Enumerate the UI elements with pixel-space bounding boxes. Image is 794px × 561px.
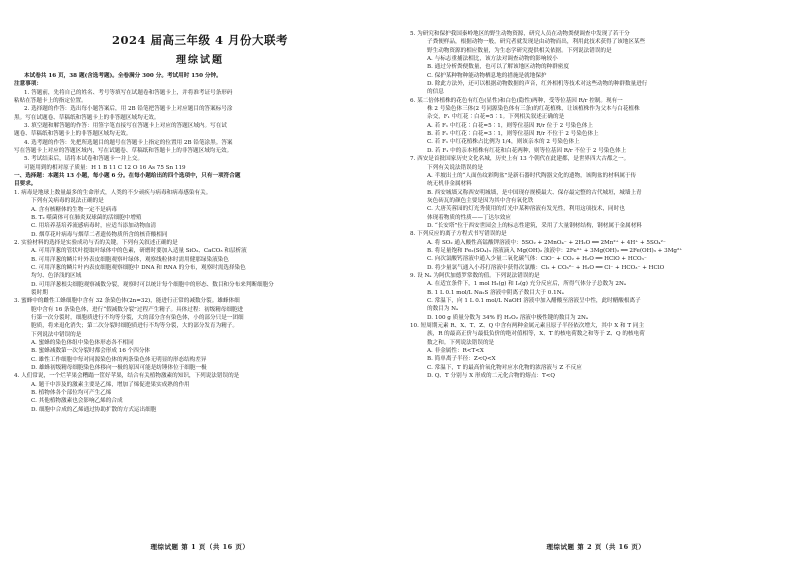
option-line: D. 若 F₁ 中的亲本植株有红花和白花两种，则等位基因 R/r 不位于 2 号染色体上	[427, 147, 627, 154]
page-footer-right: 理综试题 第 2 页（共 16 页）	[546, 543, 646, 551]
option-line: 灰色砖瓦的颜色主要是因为其中含有氧化铁	[427, 197, 534, 204]
option-line: D. 细胞中合成的乙烯通过协助扩散的方式运出细胞	[31, 406, 157, 413]
option-line: A. 可用洋葱的管状叶提取叶绿体中的色素，研磨时要加入适量 SiO₂、CaCO₃ 和层析液	[31, 248, 247, 255]
notice-line: 5. 考试结束后，请将本试卷和答题卡一并上交。	[24, 156, 143, 163]
option-line: C. 若 F₁ 中红花植株占比例为 1/4，则该亲本的 2 号染色体上	[427, 139, 580, 146]
question-stem: 7. 西安是首批国家历史文化名城，历史上有 13 个朝代在此建都，是世界四大古都之一。	[410, 156, 630, 163]
option-line: B. 简单离子半径：Z<Q<X	[427, 356, 496, 363]
option-line: 裂时期	[31, 289, 48, 296]
notice-line: 写在答题卡上对应的答题区域内，写在试题卷、草稿纸和答题卡上的非答题区域均无效。	[14, 148, 233, 155]
section-heading	[14, 172, 386, 189]
notice-line: 注意事项：	[14, 81, 42, 88]
option-line: D. 烟草花叶病毒与烟草二者遗传物质所含的核苷酸相同	[31, 231, 168, 238]
question-stem: 9. 设 Nₐ 为阿伏加德罗常数的值。下列说法错误的是	[410, 272, 540, 279]
option-line: 均匀、色泽浅的区域	[31, 273, 82, 280]
option-line: A. 在适宜条件下，1 mol H₂(g) 和 I₂(g) 充分反应后，所得气体分子总数为 2Nₐ	[427, 281, 627, 288]
option-line: D. 除此方法外，还可以根据动物数据的声音，红外相机等技术对这些动物的种群数量进行	[427, 81, 648, 88]
option-line: C. 其他植物激素也会影响乙烯的合成	[31, 398, 123, 405]
notice-line: 3. 填空题和解答题的作答：用签字笔直接写在答题卡上对应的答题区域内。写在试	[24, 123, 227, 130]
exam-header	[14, 32, 386, 66]
option-line: 体现着物质的性质——丁达尔效应	[427, 214, 511, 221]
question-line: 数之和。下列说法错误的是	[427, 339, 495, 346]
option-line: D. “长安塔”位于西安世园会上的标志性建筑，采用了大量钢材结构，钢材属于金属材料	[427, 222, 642, 229]
option-line: A. 半坡出土的“人面鱼纹彩陶盆”是新石器时代陶器文化的遗物，该陶盆的材料属于传	[427, 172, 637, 179]
page-footer-left: 理综试题 第 1 页（共 16 页）	[150, 543, 250, 551]
option-line: A. 将 SO₂ 通入酸性高锰酸钾溶液中：5SO₂ + 2MnO₄⁻ + 2H₂O ══ 2Mn²⁺ + 4H⁺ + 5SO₄²⁻	[427, 239, 666, 246]
option-line: D. 雄蜂初级精母细胞染色体移向一极的原因可能是纺锤体位于细胞一极	[31, 365, 207, 372]
option-line: C. 保护某种物种能动物栖息地的措施是就地保护	[427, 72, 547, 79]
question-line: 行第一次分裂时，细胞质进行不均等分裂，大的部分含有染色体，小的部分只是一团细	[31, 314, 244, 321]
option-line: C. 可用洋葱的鳞片叶内表皮细胞观察细胞中 DNA 和 RNA 的分布，观察时需选择染色	[31, 264, 246, 271]
option-line: D. 100 g 质量分数为 34% 的 H₂O₂ 溶液中极性键的数目为 2Nₐ	[427, 314, 589, 321]
exam-subject: 理综试题	[176, 55, 224, 66]
option-line: B. T₂ 噬菌体可在肺炎双球菌的活细胞中增殖	[31, 214, 142, 221]
left-questions	[14, 189, 386, 414]
notice-line: 1. 答题前，先将自己的姓名、考号等填写在试题卷和答题卡上，并将准考证号条形码	[24, 89, 233, 96]
option-line: 统无机非金属材料	[427, 181, 472, 188]
option-line: B. 蜜蜂减数第一次分裂时都会形成 16 个四分体	[31, 348, 151, 355]
question-line: 族，R 的最高正价与最低负价的绝对值相等，X、T 的核电荷数之和等于 Z、Q 的核电荷	[427, 331, 645, 338]
option-line: D. 将少量氯气通入小苏打溶液中获得次氯酸：Cl₂ + CO₃²⁻ + H₂O ══ Cl⁻ + HCO₃⁻ + HClO	[427, 264, 665, 271]
notice-line: 黑。写在试题卷、草稿纸和答题卡上的非答题区域均无效。	[14, 114, 160, 121]
question-line: 胞质，将来退化消失；第二次分裂时细胞质进行不均等分裂，大的部分发育为精子。	[31, 323, 238, 330]
question-line: 下列说法中错误的是	[31, 331, 82, 338]
option-line: B. 西安城墙又称西安明城墙，是中国现存规模最大、保存最完整的古代城垣，城墙上青	[427, 189, 642, 196]
right-questions	[410, 30, 782, 380]
question-stem: 8. 下列反应的离子方程式书写错误的是	[410, 231, 507, 238]
option-line: B. 可用洋葱的鳞片叶外表皮细胞观察叶绿体，观察线粒体时需用健那绿染液染色	[31, 256, 229, 263]
option-line: C. 用培养基培养流感病毒时，应适当添加动物血清	[31, 223, 157, 230]
question-stem: 6. 某二倍体植株的花色有红色(显性)和白色(隐性)两种，受等位基因 R/r 控制。现有一	[410, 97, 623, 104]
question-line: 下列有关病毒的说法正确的是	[31, 198, 104, 205]
notice-line: 粘贴在答题卡上的指定位置。	[14, 98, 87, 105]
notice-line: 可能用到的相对原子质量：H 1 B 11 C 12 O 16 As 75 Sn 119	[24, 164, 186, 171]
notice-line: 4. 选考题的作答：先把所选题目的题号在答题卡上指定的位置用 2B 铅笔涂黑。答案	[24, 139, 233, 146]
option-line: A. 题干中涉及的激素主要是乙烯，增加了烯促进果实成熟的作用	[31, 381, 190, 388]
section-line: 一、选择题：本题共 13 小题，每小题 6 分。在每小题给出的四个选项中，只有一项符合题	[14, 173, 241, 180]
section-line: 目要求。	[14, 181, 37, 188]
option-line: D. Q、T 分别与 X 形成的二元化合物的熔点：T<Q	[427, 373, 555, 380]
right-column	[410, 0, 782, 561]
option-line: B. 将足量饱和 Fe₂(SO₄)₃ 溶液滴入 Mg(OH)₂ 浊液中：2Fe³⁺ + 3Mg(OH)₂ ══ 2Fe(OH)₃ + 3Mg²⁺	[427, 247, 683, 254]
question-stem: 4. 人们常说，一个烂苹果会糟蹋一筐好苹果，结合有关植物激素的知识，下列说法错误的是	[14, 373, 240, 380]
exam-title: 2024 届高三年级 4 月份大联考	[111, 33, 289, 47]
question-stem: 2. 实验材料的选择是实验成功与否的关键。下列有关叙述正确的是	[14, 239, 178, 246]
question-line: 下列有关说法错误的是	[427, 164, 483, 171]
question-stem: 5. 为研究和保护我国秦岭地区的野生动物资源，研究人员在动物粪便调查中发现了若干分	[410, 31, 630, 37]
question-line: 杂交，F₁ 中红花∶白花=5∶1。下列相关叙述正确的是	[427, 114, 565, 121]
question-line: 子粪便样品，根据动物一般，研究者就发现是由动物而出，利用此技术获得了该地区某些	[427, 39, 646, 46]
question-line: 胞中含有 16 条染色体，进行“假减数分裂”过程产生精子。具体过程：初级精母细胞进	[31, 306, 244, 313]
option-line: B. 1 L 0.1 mol/L Na₂S 溶液中阴离子数目大于 0.1Nₐ	[427, 289, 564, 296]
question-stem: 1. 病毒是地球上数量最多的生命形式，人类的不少顽疾与病毒和病毒感染有关。	[14, 189, 212, 196]
question-stem: 10. 短周期元素 R、X、T、Z、Q 中含有两种金属元素且原子半径依次增大，其中 X 和 T 同主	[410, 323, 645, 330]
option-line: B. 植物体各个部位均可产生乙烯	[31, 390, 112, 397]
option-line: A. 非金属性：R<T<X	[427, 348, 484, 355]
option-line: A. 与标志重捕法相比，该方法对调查动物的影响较小	[427, 56, 558, 63]
option-line: D. 可用洋葱根尖细胞观察减数分裂，观察时可以统计每个细胞中的形态、数目和分布来判断细胞分	[31, 281, 274, 288]
option-line: A. 若 F₁ 中红花∶白花=5∶1，则等位基因 R/r 位于 2 号染色体上	[427, 122, 593, 129]
notice-block	[14, 72, 386, 172]
option-line: A. 蜜蜂的染色体组中染色体形态各不相同	[31, 340, 134, 346]
option-line: B. 通过分析粪便数量，也可以了解该地区动物的种群密度	[427, 64, 569, 71]
option-line: C. 常温下，向 1 L 0.1 mol/L NaOH 溶液中加入醋酸至溶液呈中性，此时醋酸根离子	[427, 298, 641, 304]
notice-line: 2. 选择题的作答：选出每小题答案后，用 2B 铅笔把答题卡上对应题目的答案标号涂	[24, 106, 233, 113]
left-column	[14, 0, 386, 561]
question-line: 野生动物资源的相应数量，为生态学研究提供相关依据。下列说法错误的是	[427, 47, 612, 54]
option-line: B. 若 F₁ 中红花∶白花=3∶1，则等位基因 R/r 不位于 2 号染色体上	[427, 131, 599, 138]
option-line: C. 常温下，T 的最高价氧化物对应水化物的浓溶液与 Z 不反应	[427, 364, 582, 371]
option-line: C. 向次氯酸钙溶液中通入少量二氧化碳气体：ClO⁻ + CO₂ + H₂O ══ HClO + HCO₃⁻	[427, 256, 647, 263]
question-line: 株 2 号染色体三体(2 号同源染色体有三条)的红花植株，让该植株作为父本与白花植株	[427, 106, 640, 113]
option-line: A. 含有核糖体的生物一定不是病毒	[31, 206, 117, 213]
question-stem: 3. 蜜蜂中的雌性工蜂细胞中含有 32 条染色体(2n=32)，能进行正常的减数分裂。雄蜂体细	[14, 298, 240, 305]
notice-line: 本试卷共 16 页，38 题(含选考题)。全卷满分 300 分。考试用时 150 分钟。	[24, 73, 222, 79]
option-line: 的信息	[427, 89, 444, 96]
option-line: C. 雄性工作细胞中每对同源染色体的两条染色体无明显的形态结构差异	[31, 356, 207, 363]
notice-line: 题卷、草稿纸和答题卡上的非答题区域均无效。	[14, 131, 132, 138]
option-line: C. 大唐芙蓉园的灯光秀使用的灯光中某种溶液有发光性，利用这项技术，同时也	[427, 206, 625, 213]
option-line: 的数目为 Nₐ	[427, 306, 459, 313]
